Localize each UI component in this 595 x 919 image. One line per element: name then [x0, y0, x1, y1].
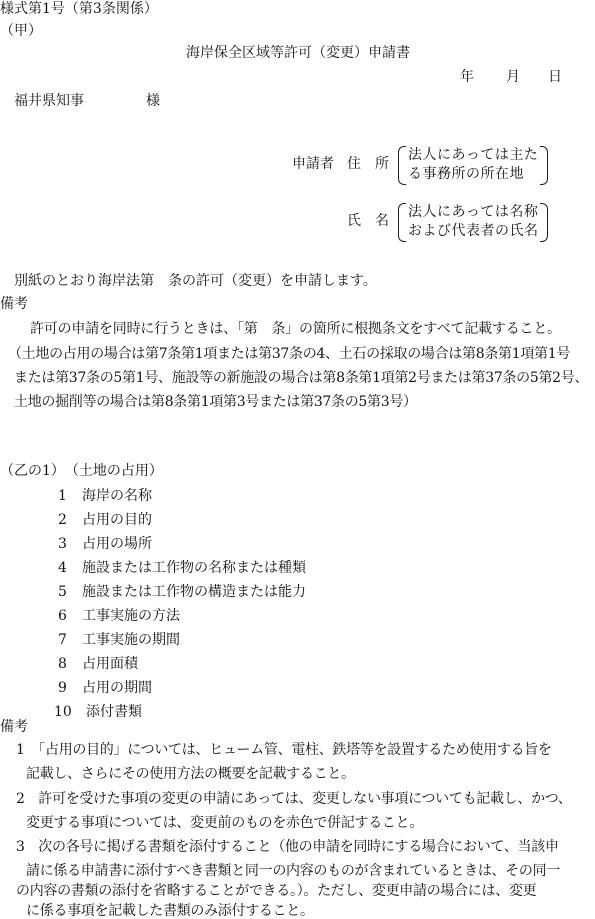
remarks-heading: 備考 — [0, 296, 28, 312]
name-label: 氏 名 — [347, 213, 389, 229]
section-heading: （乙の1） （土地の占用） — [0, 463, 163, 479]
list-item-label: 占用の目的 — [82, 512, 152, 528]
request-statement: 別紙のとおり海岸法第 条の許可（変更）を申請します。 — [14, 273, 377, 289]
list-item-label: 工事実施の期間 — [82, 632, 180, 648]
addressee-honorific: 様 — [146, 93, 160, 109]
list-item-number: 4 — [58, 560, 67, 576]
applicant-label: 申請者 — [292, 156, 334, 172]
remarks-line: に係る事項を記載した書類のみ添付すること。 — [26, 903, 314, 919]
remarks-line: または第37条の5第1号、施設等の新施設の場合は第8条第1項第2号または第37条の5第2号、 — [14, 370, 589, 386]
list-item-number: 2 — [58, 512, 67, 528]
addressee: 福井県知事 — [14, 93, 84, 109]
date-day-label: 日 — [548, 69, 562, 85]
list-item-label: 施設または工作物の構造または能力 — [82, 584, 306, 600]
remarks-line: 2 許可を受けた事項の変更の申請にあっては、変更しない事項についても記載し、かつ、 — [16, 791, 572, 807]
address-label: 住 所 — [347, 156, 389, 172]
list-item-number: 8 — [58, 656, 67, 672]
list-item-number: 9 — [58, 680, 67, 696]
left-bracket — [398, 203, 406, 242]
right-bracket — [540, 203, 548, 242]
right-bracket — [540, 146, 548, 185]
list-item-number: 7 — [58, 632, 67, 648]
remarks-line: 土地の掘削等の場合は第8条第1項第3号または第37条の5第3号） — [14, 394, 417, 410]
address-note-line2: る事務所の所在地 — [408, 166, 524, 182]
address-note-line1: 法人にあっては主た — [408, 147, 539, 163]
document-title: 海岸保全区域等許可（変更）申請書 — [186, 45, 410, 61]
remarks-line: （土地の占用の場合は第7条第1項または第37条の4、土石の採取の場合は第8条第1項第1号 — [8, 346, 571, 362]
list-item-label: 海岸の名称 — [82, 488, 152, 504]
remarks-line: 変更する事項については、変更前のものを赤色で併記すること。 — [26, 815, 424, 831]
list-item-label: 施設または工作物の名称または種類 — [82, 560, 306, 576]
list-item-number: 5 — [58, 584, 67, 600]
remarks-line: 3 次の各号に掲げる書類を添付すること（他の申請を同時にする場合において、当該申 — [16, 839, 559, 855]
remarks-heading: 備考 — [0, 719, 28, 735]
remarks-line: 請に係る申請書に添付すべき書類と同一の内容のものが含まれているときは、その同一 — [26, 863, 561, 879]
list-item-label: 占用面積 — [82, 656, 138, 672]
list-item-label: 占用の期間 — [82, 680, 152, 696]
list-item-number: 10 — [54, 704, 72, 720]
left-bracket — [398, 146, 406, 185]
name-note — [398, 203, 548, 241]
date-month-label: 月 — [506, 69, 520, 85]
list-item-number: 3 — [58, 536, 67, 552]
list-item-label: 添付書類 — [86, 704, 142, 720]
list-item-label: 工事実施の方法 — [82, 608, 180, 624]
form-variant: （甲） — [0, 23, 42, 39]
list-item-number: 1 — [58, 488, 67, 504]
name-note-line1: 法人にあっては名称 — [408, 204, 539, 220]
remarks-line: 記載し、さらにその使用方法の概要を記載すること。 — [26, 766, 355, 782]
list-item-label: 占用の場所 — [82, 536, 152, 552]
form-number: 様式第1号（第3条関係） — [0, 1, 158, 17]
name-note-line2: および代表者の氏名 — [408, 223, 539, 239]
address-note — [398, 146, 548, 184]
list-item-number: 6 — [58, 608, 67, 624]
date-year-label: 年 — [460, 69, 474, 85]
remarks-line: 許可の申請を同時に行うときは、「第 条」の箇所に根拠条文をすべて記載すること。 — [30, 321, 561, 337]
remarks-line: の内容の書類の添付を省略することができる。）。ただし、変更申請の場合には、変更 — [16, 883, 537, 899]
remarks-line: 1 「占用の目的」については、ヒューム管、電柱、鉄塔等を設置するため使用する旨を — [16, 742, 552, 758]
